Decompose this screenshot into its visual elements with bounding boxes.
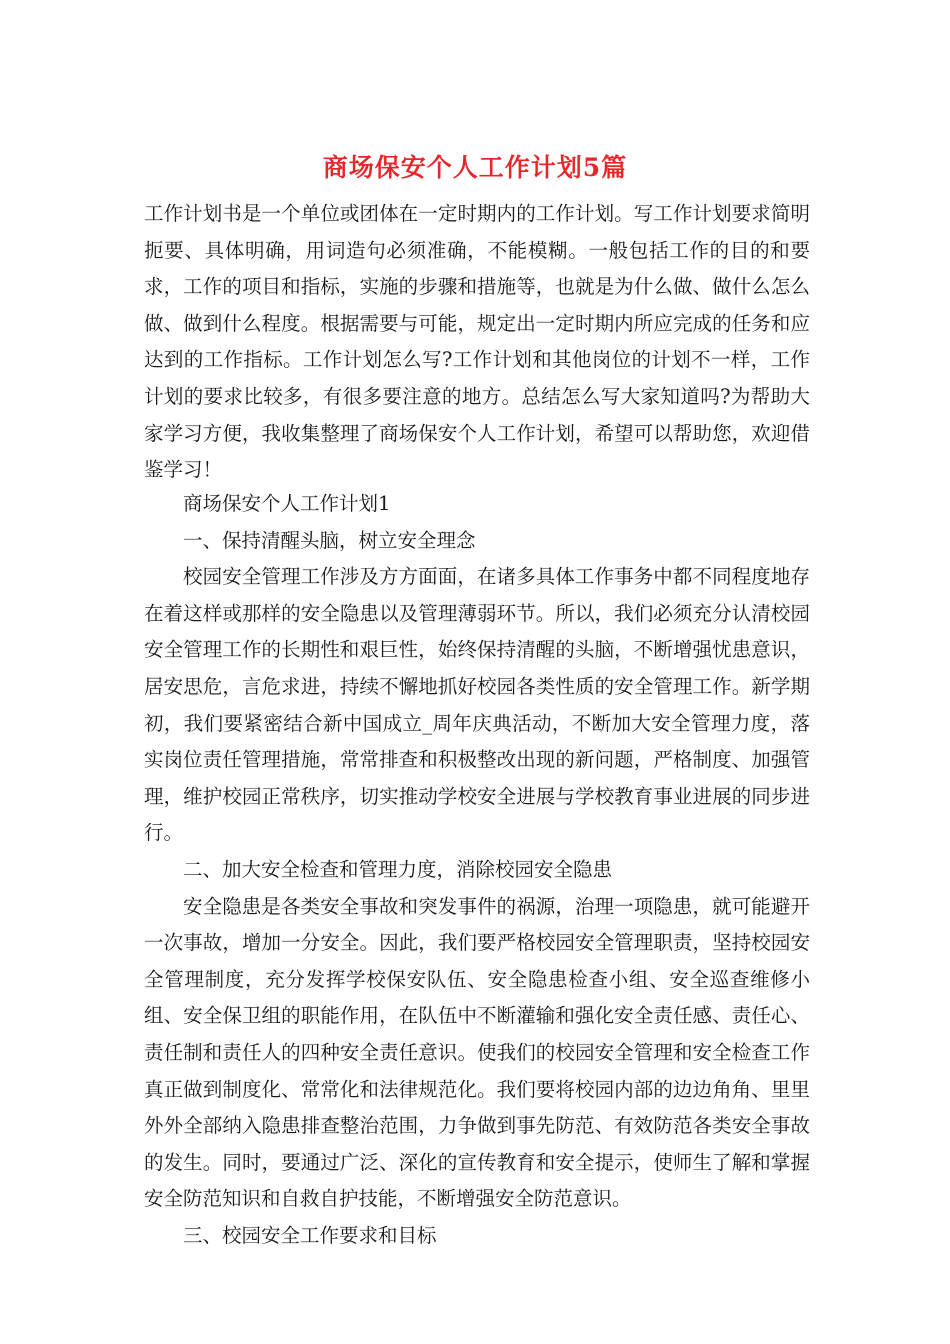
section-heading-2: 二、加大安全检查和管理力度，消除校园安全隐患 <box>183 857 613 881</box>
section-heading-1: 一、保持清醒头脑，树立安全理念 <box>183 528 476 552</box>
body-paragraph-1: 校园安全管理工作涉及方方面面，在诸多具体工作事务中都不同程度地存在着这样或那样的安全隐患以及管理薄弱环节。所以，我们必须充分认清校园安全管理工作的长期性和艰巨性，始终保持清醒的头脑，不断增强忧患意识，居安思危，言危求进，持续不懈地抓好校园各类性质的安全管理工作。新学期初，我们要紧密结合新中国成立_周年庆典活动，不断加大安全管理力度，落实岗位责任管理措施，常常排查和积极整改出现的新问题，严格制度、加强管理，维护校园正常秩序，切实推动学校安全进展与学校教育事业进展的同步进行。 <box>144 565 810 845</box>
document-body <box>144 486 810 1254</box>
body-paragraph-2: 安全隐患是各类安全事故和突发事件的祸源，治理一项隐患，就可能避开一次事故，增加一分安全。因此，我们要严格校园安全管理职责，坚持校园安全管理制度，充分发挥学校保安队伍、安全隐患检查小组、安全巡查维修小组、安全保卫组的职能作用，在队伍中不断灌输和强化安全责任感、责任心、责任制和责任人的四种安全责任意识。使我们的校园安全管理和安全检查工作真正做到制度化、常常化和法律规范化。我们要将校园内部的边边角角、里里外外全部纳入隐患排查整治范围，力争做到事先防范、有效防范各类安全事故的发生。同时，要通过广泛、深化的宣传教育和安全提示，使师生了解和掌握安全防范知识和自救自护技能，不断增强安全防范意识。 <box>144 894 810 1211</box>
document-title: 商场保安个人工作计划5篇 <box>322 153 628 182</box>
section-title: 商场保安个人工作计划1 <box>183 492 391 515</box>
intro-paragraph: 工作计划书是一个单位或团体在一定时期内的工作计划。写工作计划要求简明扼要、具体明确，用词造句必须准确，不能模糊。一般包括工作的目的和要求，工作的项目和指标，实施的步骤和措施等，也就是为什么做、做什么怎么做、做到什么程度。根据需要与可能，规定出一定时期内所应完成的任务和应达到的工作指标。工作计划怎么写?工作计划和其他岗位的计划不一样，工作计划的要求比较多，有很多要注意的地方。总结怎么写大家知道吗?为帮助大家学习方便，我收集整理了商场保安个人工作计划，希望可以帮助您，欢迎借鉴学习！ <box>144 202 810 482</box>
section-heading-3: 三、校园安全工作要求和目标 <box>183 1223 437 1247</box>
